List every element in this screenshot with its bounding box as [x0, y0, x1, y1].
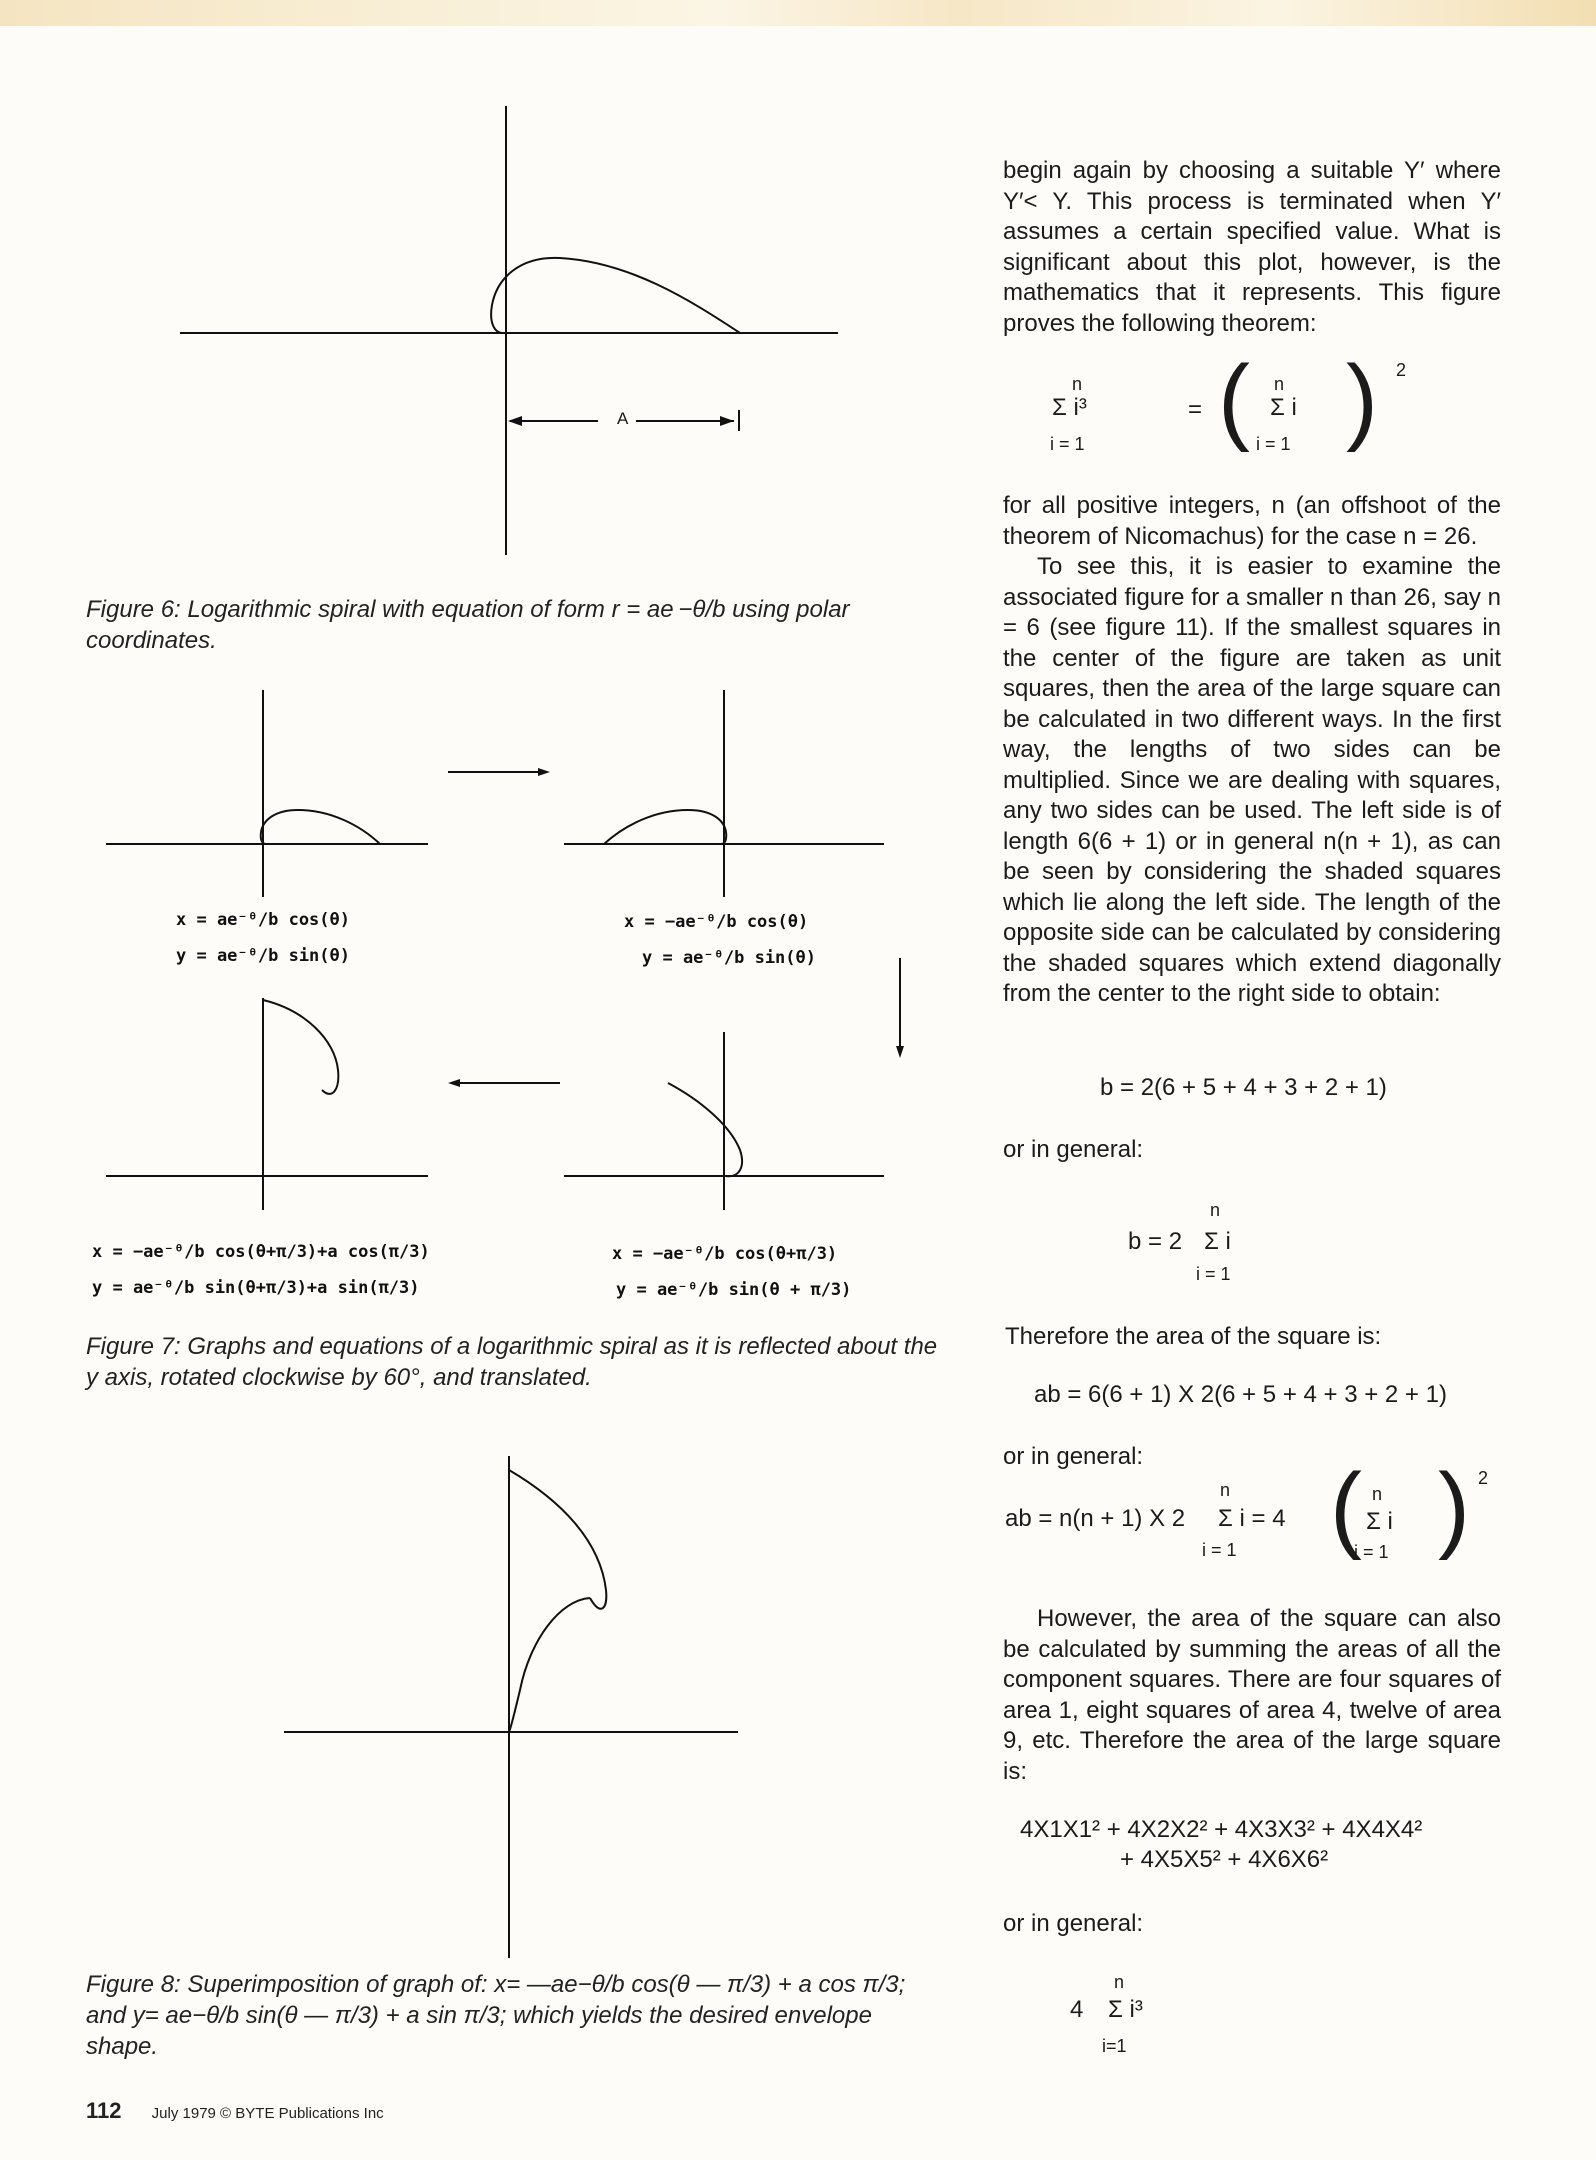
eq-ab-general-lower: i = 1 [1202, 1540, 1237, 1560]
eq-ab-general-mid: Σ i = 4 [1218, 1505, 1286, 1532]
eq-final-sigma: Σ i³ [1108, 1996, 1143, 2023]
eq-ab-general-upper: n [1220, 1480, 1231, 1500]
theorem-lhs: Σ i³ [1052, 394, 1087, 421]
equation-ab: ab = 6(6 + 1) X 2(6 + 5 + 4 + 3 + 2 + 1) [1034, 1381, 1447, 1408]
eq-ab-left-paren: ( [1330, 1454, 1362, 1561]
fig7-eq-tl-y: y = ae⁻ᶿ/b sin(θ) [176, 946, 350, 966]
paragraph-1: begin again by choosing a suitable Y′ where Y′< Y. This process is terminated when Y′ assumes a certain specified value. What is significant about this plot, however, is the mathematics that it represents. This figure proves the following theorem: [1003, 157, 1501, 337]
theorem-power: 2 [1396, 360, 1407, 380]
fig7-eq-bl-x: x = −ae⁻ᶿ/b cos(θ+π/3)+a cos(π/3) [92, 1242, 430, 1262]
fig8-envelope-upper [509, 1470, 606, 1609]
equation-b: b = 2(6 + 5 + 4 + 3 + 2 + 1) [1100, 1074, 1387, 1101]
right-column-p1 [1003, 156, 1501, 339]
text-or-in-general-3: or in general: [1003, 1910, 1144, 1937]
paragraph-2: for all positive integers, n (an offshoot of the theorem of Nicomachus) for the case n = 26. [1003, 492, 1501, 550]
eq-ab-power: 2 [1478, 1468, 1489, 1488]
figure-6-caption: Figure 6: Logarithmic spiral with equation of form r = ae −θ/b using polar coordinates. [86, 596, 850, 654]
eq-ab-paren-upper: n [1372, 1484, 1383, 1504]
eq-ab-paren-lower: i = 1 [1354, 1542, 1389, 1562]
fig7-eq-tr-y: y = ae⁻ᶿ/b sin(θ) [642, 948, 816, 968]
fig8-envelope-lower [509, 1598, 590, 1732]
theorem-left-paren: ( [1218, 346, 1250, 453]
eq-b-general-lower: i = 1 [1196, 1264, 1231, 1284]
paragraph-3: To see this, it is easier to examine the associated figure for a smaller n than 26, say n = 6 (see figure 11). If the smallest squares in the center of the figure are taken as unit squares, then the area of the large square can be calculated in two different ways. In the first way, the lengths of two sides can be multiplied. Since we are dealing with squares, any two sides can be used. The left side is of length 6(6 + 1) or in general n(n + 1), as can be seen by considering the shaded squares which lie along the left side. The length of the opposite side can be calculated by considering the shaded squares which extend diagonally from the center to the right side to obtain: [1003, 553, 1501, 1007]
fig7-eq-tr-x: x = −ae⁻ᶿ/b cos(θ) [624, 912, 809, 932]
theorem-rhs-upper: n [1274, 374, 1285, 394]
text-area-intro: Therefore the area of the square is: [1005, 1323, 1382, 1350]
eq-b-general-sigma: Σ i [1204, 1228, 1231, 1255]
eq-final-lower: i=1 [1102, 2036, 1127, 2056]
theorem-rhs: Σ i [1270, 394, 1297, 421]
eq-b-general: b = 2 [1128, 1228, 1183, 1255]
eq-ab-paren-sigma: Σ i [1366, 1508, 1393, 1535]
right-column-p4 [1003, 1604, 1501, 1787]
fig7-eq-bl-y: y = ae⁻ᶿ/b sin(θ+π/3)+a sin(π/3) [92, 1278, 420, 1298]
fig7-eq-br-y: y = ae⁻ᶿ/b sin(θ + π/3) [616, 1280, 852, 1300]
figure-8-caption: Figure 8: Superimposition of graph of: x= —ae−θ/b cos(θ — π/3) + a cos π/3; and y= ae−θ/b sin(θ — π/3) + a sin π/3; which yields the desired envelope shape. [86, 1971, 906, 2060]
fig7-eq-br-x: x = −ae⁻ᶿ/b cos(θ+π/3) [612, 1244, 838, 1264]
equation-sum-line-1: 4X1X1² + 4X2X2² + 4X3X3² + 4X4X4² [1020, 1816, 1423, 1843]
footer-imprint: July 1979 © BYTE Publications Inc [151, 2105, 384, 2122]
fig7-eq-tl-x: x = ae⁻ᶿ/b cos(θ) [176, 910, 350, 930]
text-or-in-general-2: or in general: [1003, 1443, 1144, 1470]
page-footer [86, 2098, 384, 2124]
equation-sum-line-2: + 4X5X5² + 4X6X6² [1120, 1846, 1329, 1873]
fig6-axis-label: A [617, 409, 629, 428]
text-or-in-general-1: or in general: [1003, 1136, 1144, 1163]
eq-ab-general: ab = n(n + 1) X 2 [1005, 1505, 1186, 1532]
theorem-lhs-upper: n [1072, 374, 1083, 394]
right-column-p2-p3 [1003, 491, 1501, 1010]
theorem-equals: = [1188, 396, 1203, 423]
eq-final-upper: n [1114, 1972, 1125, 1992]
page-number: 112 [86, 2098, 122, 2123]
eq-b-general-upper: n [1210, 1200, 1221, 1220]
paragraph-4: However, the area of the square can also be calculated by summing the areas of all the component squares. There are four squares of area 1, eight squares of area 4, twelve of area 9, etc. Therefore the area of the large square is: [1003, 1605, 1501, 1785]
theorem-lhs-lower-text: i = 1 [1050, 434, 1085, 454]
theorem-right-paren: ) [1346, 346, 1378, 453]
figure-7-caption: Figure 7: Graphs and equations of a logarithmic spiral as it is reflected about the y axis, rotated clockwise by 60°, and translated. [86, 1333, 938, 1391]
theorem-rhs-lower: i = 1 [1256, 434, 1291, 454]
eq-ab-right-paren: ) [1438, 1454, 1470, 1561]
eq-final-coef: 4 [1070, 1996, 1084, 2023]
